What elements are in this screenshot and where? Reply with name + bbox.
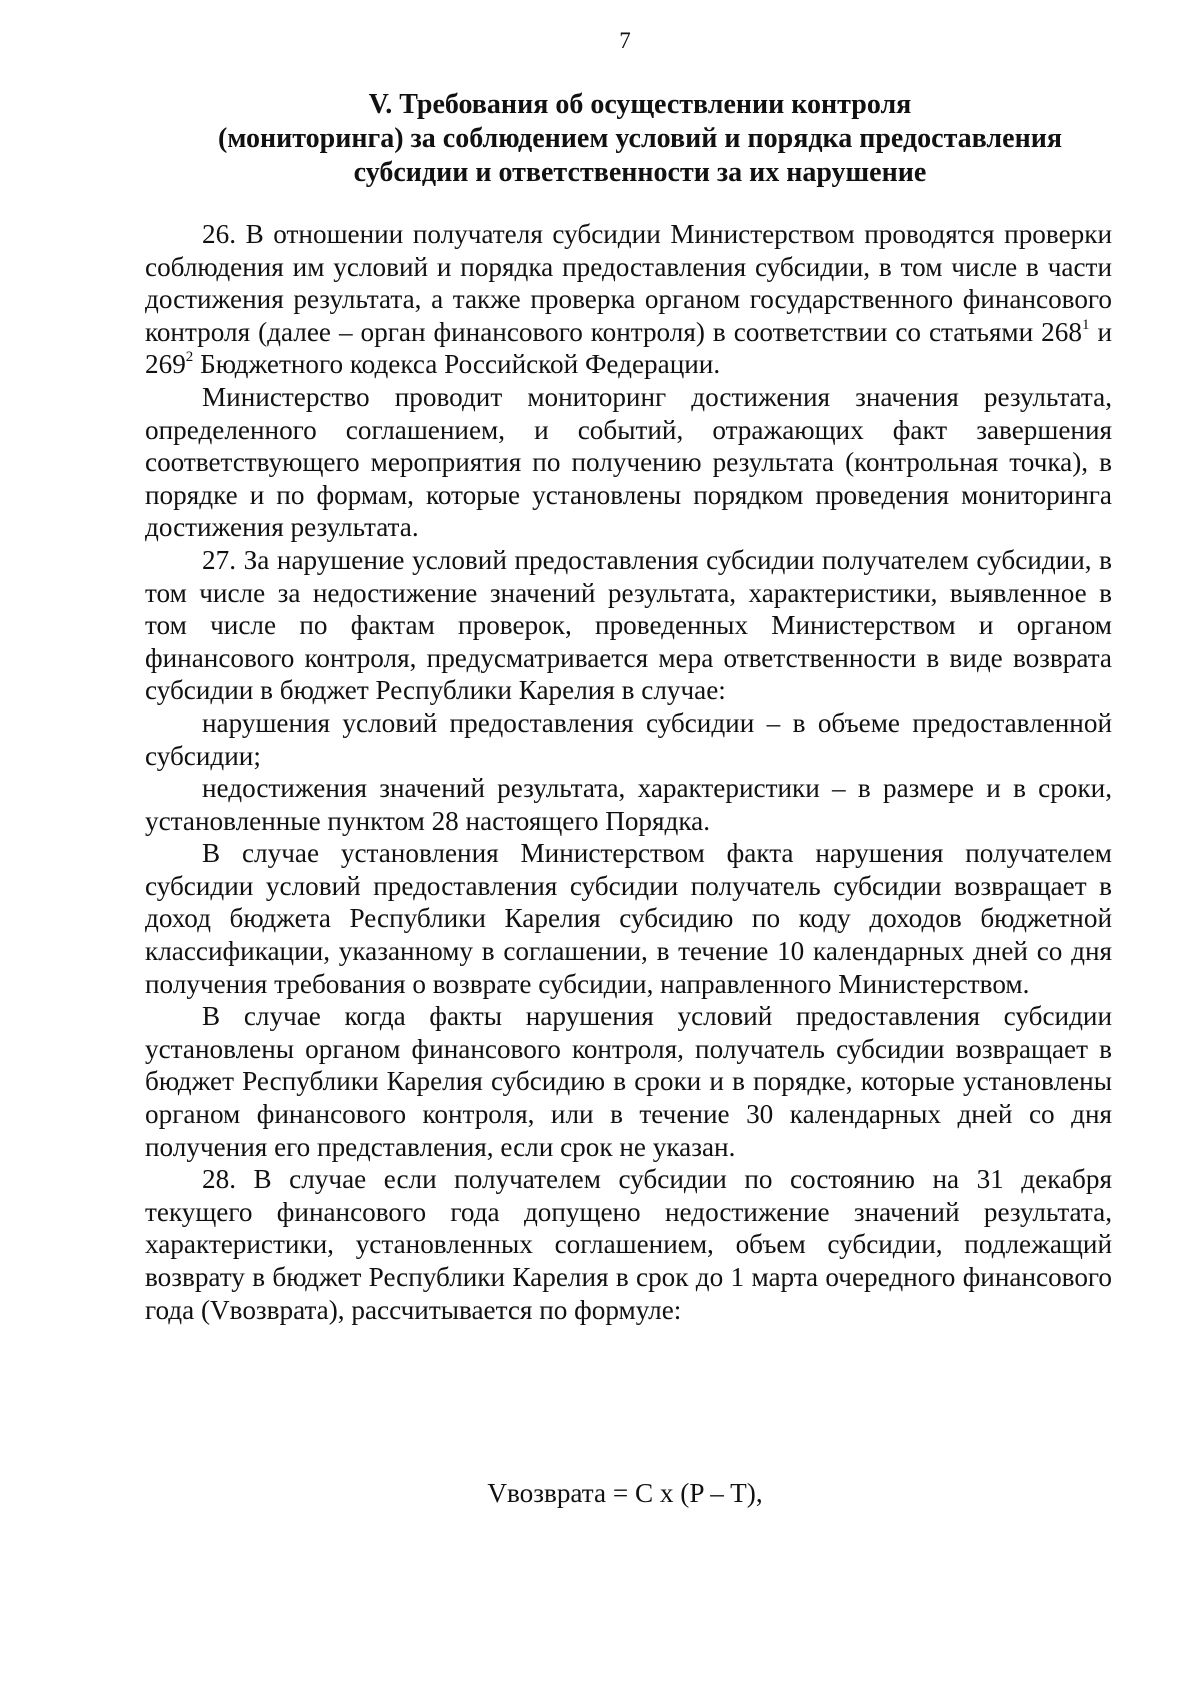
return-formula: Vвозврата = C x (P – T), [487,1478,763,1508]
paragraph-violation: нарушения условий предоставления субсидии – в объеме предоставленной субсидии; [145,707,1112,771]
section-heading [140,88,1140,190]
section-heading-line: субсидии и ответственности за их нарушение [353,157,927,188]
footnote-superscript: 1 [1081,316,1090,333]
section-heading-line: (мониторинга) за соблюдением условий и порядка предоставления [218,123,1062,154]
paragraph-26-text-c: Бюджетного кодекса Российской Федерации. [193,349,721,380]
footnote-superscript: 2 [185,349,194,366]
section-heading-line: V. Требования об осуществлении контроля [368,89,912,120]
paragraph-ministry-case: В случае установления Министерством факта нарушения получателем субсидии условий предоставления субсидии получатель субсидии возвращает в доход бюджета Республики Карелия субсидию по коду доходов бюджетной классификации, указанному в соглашении, в течение 10 календарных дней со дня получения требования о возврате субсидии, направленного Министерством. [145,838,1112,999]
paragraph-27: 27. За нарушение условий предоставления субсидии получателем субсидии, в том числе за недостижение значений результата, характеристики, выявленное в том числе по фактам проверок, проведенных Министерством и органом финансового контроля, предусматривается мера ответственности в виде возврата субсидии в бюджет Республики Карелия в случае: [145,544,1112,706]
document-body [145,218,1112,1326]
paragraph-26-text-b: и 269 [145,316,1112,380]
paragraph-control-case: В случае когда факты нарушения условий предоставления субсидии установлены органом финансового контроля, получатель субсидии возвращает в бюджет Республики Карелия субсидию в сроки и в порядке, которые установлены органом финансового контроля, или в течение 30 календарных дней со дня получения его представления, если срок не указан. [145,1001,1112,1162]
paragraph-monitoring: Министерство проводит мониторинг достижения значения результата, определенного соглашением, и событий, отражающих факт завершения соответствующего мероприятия по получению результата (контрольная точка), в порядке и по формам, которые установлены порядком проведения мониторинга достижения результата. [145,381,1112,543]
paragraph-28: 28. В случае если получателем субсидии по состоянию на 31 декабря текущего финансового года допущено недостижение значений результата, характеристики, установленных соглашением, объем субсидии, подлежащий возврату в бюджет Республики Карелия в срок до 1 марта очередного финансового года (Vвозврата), рассчитывается по формуле: [145,1164,1112,1325]
paragraph-26-text-a: 26. В отношении получателя субсидии Министерством проводятся проверки соблюдения им условий и порядка предоставления субсидии, в том числе в части достижения результата, а также проверка органом государственного финансового контроля (далее – орган финансового контроля) в соответствии со статьями 268 [145,219,1112,347]
paragraph-26 [145,218,1112,381]
paragraph-nonachievement: недостижения значений результата, характеристики – в размере и в сроки, установленные пунктом 28 настоящего Порядка. [145,773,1112,836]
page-number: 7 [619,28,631,53]
